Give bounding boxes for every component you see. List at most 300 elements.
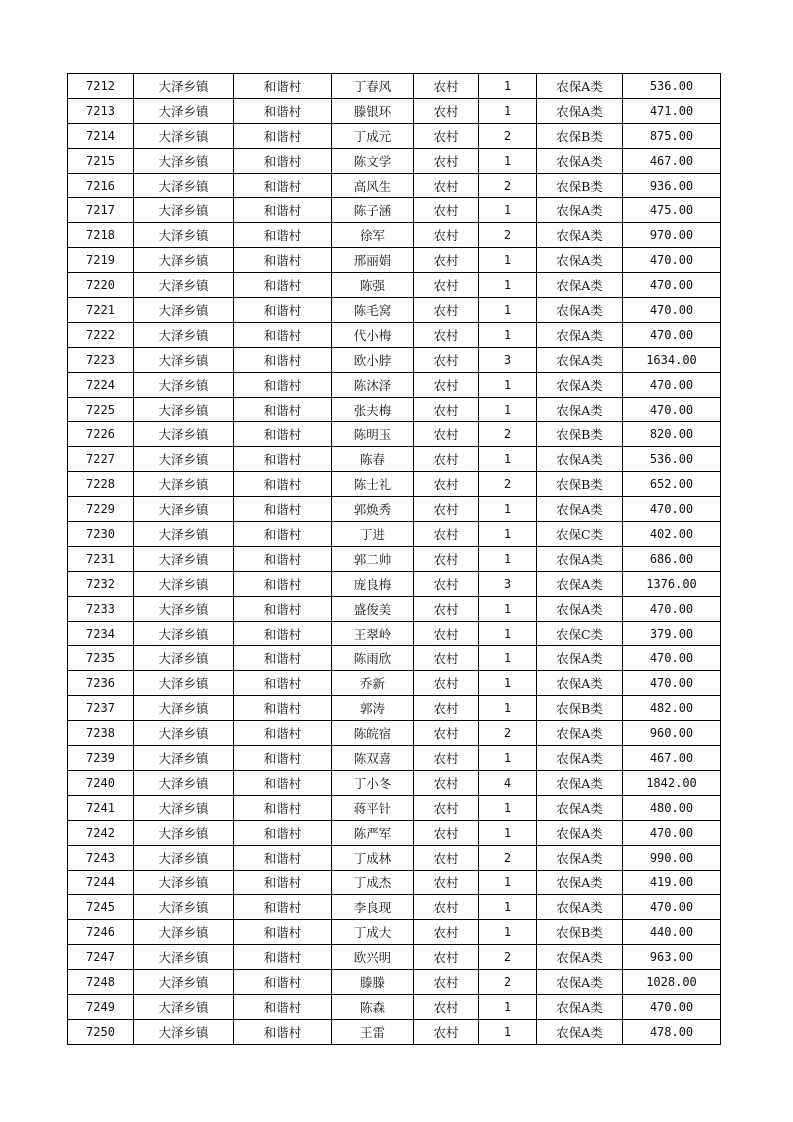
amount-cell: 440.00 [623, 920, 721, 945]
category-cell: 农保A类 [537, 347, 623, 372]
category-cell: 农保A类 [537, 223, 623, 248]
category-cell: 农保A类 [537, 546, 623, 571]
row-number-cell: 7217 [68, 198, 134, 223]
category-cell: 农保A类 [537, 273, 623, 298]
table-row [68, 671, 721, 696]
row-number-cell: 7212 [68, 74, 134, 99]
name-cell: 王翠岭 [332, 621, 414, 646]
category-cell: 农保A类 [537, 596, 623, 621]
name-cell: 邢丽娟 [332, 248, 414, 273]
village-cell: 和谐村 [234, 596, 332, 621]
village-cell: 和谐村 [234, 322, 332, 347]
area-type-cell: 农村 [414, 696, 479, 721]
household-count-cell: 1 [479, 621, 537, 646]
township-cell: 大泽乡镇 [134, 696, 234, 721]
township-cell: 大泽乡镇 [134, 223, 234, 248]
table-row [68, 522, 721, 547]
township-cell: 大泽乡镇 [134, 248, 234, 273]
name-cell: 欧兴明 [332, 945, 414, 970]
row-number-cell: 7214 [68, 123, 134, 148]
name-cell: 陈严军 [332, 820, 414, 845]
amount-cell: 960.00 [623, 721, 721, 746]
village-cell: 和谐村 [234, 795, 332, 820]
area-type-cell: 农村 [414, 98, 479, 123]
name-cell: 乔新 [332, 671, 414, 696]
amount-cell: 470.00 [623, 248, 721, 273]
area-type-cell: 农村 [414, 223, 479, 248]
row-number-cell: 7223 [68, 347, 134, 372]
amount-cell: 470.00 [623, 497, 721, 522]
row-number-cell: 7245 [68, 895, 134, 920]
household-count-cell: 2 [479, 721, 537, 746]
township-cell: 大泽乡镇 [134, 596, 234, 621]
amount-cell: 470.00 [623, 298, 721, 323]
data-table [67, 73, 721, 1045]
household-count-cell: 1 [479, 497, 537, 522]
township-cell: 大泽乡镇 [134, 820, 234, 845]
area-type-cell: 农村 [414, 472, 479, 497]
amount-cell: 470.00 [623, 820, 721, 845]
township-cell: 大泽乡镇 [134, 198, 234, 223]
row-number-cell: 7229 [68, 497, 134, 522]
name-cell: 郭涛 [332, 696, 414, 721]
township-cell: 大泽乡镇 [134, 770, 234, 795]
village-cell: 和谐村 [234, 74, 332, 99]
household-count-cell: 1 [479, 746, 537, 771]
name-cell: 陈双喜 [332, 746, 414, 771]
category-cell: 农保A类 [537, 298, 623, 323]
township-cell: 大泽乡镇 [134, 74, 234, 99]
area-type-cell: 农村 [414, 994, 479, 1019]
table-row [68, 571, 721, 596]
name-cell: 陈子涵 [332, 198, 414, 223]
household-count-cell: 1 [479, 198, 537, 223]
table-row [68, 148, 721, 173]
category-cell: 农保A类 [537, 820, 623, 845]
row-number-cell: 7228 [68, 472, 134, 497]
amount-cell: 471.00 [623, 98, 721, 123]
table-row [68, 945, 721, 970]
row-number-cell: 7234 [68, 621, 134, 646]
household-count-cell: 1 [479, 248, 537, 273]
area-type-cell: 农村 [414, 447, 479, 472]
row-number-cell: 7216 [68, 173, 134, 198]
category-cell: 农保A类 [537, 994, 623, 1019]
table-row [68, 696, 721, 721]
row-number-cell: 7241 [68, 795, 134, 820]
township-cell: 大泽乡镇 [134, 173, 234, 198]
category-cell: 农保A类 [537, 646, 623, 671]
township-cell: 大泽乡镇 [134, 497, 234, 522]
village-cell: 和谐村 [234, 447, 332, 472]
row-number-cell: 7250 [68, 1019, 134, 1044]
amount-cell: 470.00 [623, 994, 721, 1019]
name-cell: 徐军 [332, 223, 414, 248]
table-row [68, 347, 721, 372]
village-cell: 和谐村 [234, 497, 332, 522]
name-cell: 陈春 [332, 447, 414, 472]
household-count-cell: 1 [479, 74, 537, 99]
row-number-cell: 7227 [68, 447, 134, 472]
row-number-cell: 7243 [68, 845, 134, 870]
name-cell: 陈强 [332, 273, 414, 298]
table-row [68, 74, 721, 99]
category-cell: 农保B类 [537, 472, 623, 497]
village-cell: 和谐村 [234, 746, 332, 771]
area-type-cell: 农村 [414, 372, 479, 397]
township-cell: 大泽乡镇 [134, 347, 234, 372]
household-count-cell: 1 [479, 322, 537, 347]
village-cell: 和谐村 [234, 397, 332, 422]
household-count-cell: 1 [479, 870, 537, 895]
area-type-cell: 农村 [414, 746, 479, 771]
amount-cell: 875.00 [623, 123, 721, 148]
area-type-cell: 农村 [414, 248, 479, 273]
table-row [68, 621, 721, 646]
category-cell: 农保A类 [537, 372, 623, 397]
category-cell: 农保A类 [537, 795, 623, 820]
amount-cell: 467.00 [623, 148, 721, 173]
township-cell: 大泽乡镇 [134, 546, 234, 571]
row-number-cell: 7226 [68, 422, 134, 447]
table-row [68, 223, 721, 248]
name-cell: 丁小冬 [332, 770, 414, 795]
village-cell: 和谐村 [234, 970, 332, 995]
name-cell: 陈毛窝 [332, 298, 414, 323]
area-type-cell: 农村 [414, 770, 479, 795]
row-number-cell: 7244 [68, 870, 134, 895]
row-number-cell: 7220 [68, 273, 134, 298]
township-cell: 大泽乡镇 [134, 870, 234, 895]
name-cell: 陈皖宿 [332, 721, 414, 746]
amount-cell: 475.00 [623, 198, 721, 223]
amount-cell: 379.00 [623, 621, 721, 646]
village-cell: 和谐村 [234, 472, 332, 497]
category-cell: 农保A类 [537, 970, 623, 995]
table-row [68, 422, 721, 447]
household-count-cell: 1 [479, 820, 537, 845]
table-row [68, 322, 721, 347]
category-cell: 农保A类 [537, 98, 623, 123]
area-type-cell: 农村 [414, 571, 479, 596]
category-cell: 农保B类 [537, 123, 623, 148]
village-cell: 和谐村 [234, 571, 332, 596]
area-type-cell: 农村 [414, 198, 479, 223]
household-count-cell: 1 [479, 895, 537, 920]
township-cell: 大泽乡镇 [134, 1019, 234, 1044]
village-cell: 和谐村 [234, 123, 332, 148]
township-cell: 大泽乡镇 [134, 123, 234, 148]
name-cell: 丁成大 [332, 920, 414, 945]
category-cell: 农保A类 [537, 571, 623, 596]
category-cell: 农保C类 [537, 621, 623, 646]
amount-cell: 470.00 [623, 322, 721, 347]
amount-cell: 480.00 [623, 795, 721, 820]
category-cell: 农保A类 [537, 322, 623, 347]
area-type-cell: 农村 [414, 870, 479, 895]
area-type-cell: 农村 [414, 322, 479, 347]
row-number-cell: 7213 [68, 98, 134, 123]
table-row [68, 123, 721, 148]
table-row [68, 546, 721, 571]
row-number-cell: 7248 [68, 970, 134, 995]
village-cell: 和谐村 [234, 870, 332, 895]
name-cell: 高风生 [332, 173, 414, 198]
row-number-cell: 7246 [68, 920, 134, 945]
household-count-cell: 1 [479, 372, 537, 397]
name-cell: 蒋平针 [332, 795, 414, 820]
village-cell: 和谐村 [234, 845, 332, 870]
household-count-cell: 1 [479, 98, 537, 123]
household-count-cell: 2 [479, 223, 537, 248]
amount-cell: 990.00 [623, 845, 721, 870]
area-type-cell: 农村 [414, 845, 479, 870]
township-cell: 大泽乡镇 [134, 447, 234, 472]
table-body [68, 74, 721, 1045]
table-row [68, 447, 721, 472]
category-cell: 农保B类 [537, 920, 623, 945]
village-cell: 和谐村 [234, 223, 332, 248]
township-cell: 大泽乡镇 [134, 845, 234, 870]
table-row [68, 173, 721, 198]
amount-cell: 419.00 [623, 870, 721, 895]
area-type-cell: 农村 [414, 646, 479, 671]
category-cell: 农保A类 [537, 870, 623, 895]
name-cell: 陈士礼 [332, 472, 414, 497]
table-row [68, 1019, 721, 1044]
category-cell: 农保A类 [537, 397, 623, 422]
amount-cell: 536.00 [623, 74, 721, 99]
area-type-cell: 农村 [414, 671, 479, 696]
village-cell: 和谐村 [234, 696, 332, 721]
village-cell: 和谐村 [234, 1019, 332, 1044]
table-row [68, 920, 721, 945]
row-number-cell: 7240 [68, 770, 134, 795]
name-cell: 郭焕秀 [332, 497, 414, 522]
household-count-cell: 3 [479, 347, 537, 372]
amount-cell: 470.00 [623, 397, 721, 422]
township-cell: 大泽乡镇 [134, 920, 234, 945]
village-cell: 和谐村 [234, 248, 332, 273]
table-row [68, 98, 721, 123]
household-count-cell: 1 [479, 994, 537, 1019]
category-cell: 农保A类 [537, 671, 623, 696]
category-cell: 农保B类 [537, 696, 623, 721]
table-row [68, 596, 721, 621]
category-cell: 农保A类 [537, 198, 623, 223]
row-number-cell: 7236 [68, 671, 134, 696]
name-cell: 滕银环 [332, 98, 414, 123]
category-cell: 农保A类 [537, 845, 623, 870]
village-cell: 和谐村 [234, 646, 332, 671]
row-number-cell: 7225 [68, 397, 134, 422]
name-cell: 郭二帅 [332, 546, 414, 571]
name-cell: 欧小脖 [332, 347, 414, 372]
household-count-cell: 1 [479, 273, 537, 298]
village-cell: 和谐村 [234, 148, 332, 173]
name-cell: 滕滕 [332, 970, 414, 995]
row-number-cell: 7235 [68, 646, 134, 671]
name-cell: 张夫梅 [332, 397, 414, 422]
village-cell: 和谐村 [234, 273, 332, 298]
village-cell: 和谐村 [234, 721, 332, 746]
amount-cell: 467.00 [623, 746, 721, 771]
area-type-cell: 农村 [414, 895, 479, 920]
name-cell: 丁春风 [332, 74, 414, 99]
table-row [68, 472, 721, 497]
township-cell: 大泽乡镇 [134, 795, 234, 820]
name-cell: 陈文学 [332, 148, 414, 173]
township-cell: 大泽乡镇 [134, 621, 234, 646]
township-cell: 大泽乡镇 [134, 945, 234, 970]
amount-cell: 470.00 [623, 646, 721, 671]
area-type-cell: 农村 [414, 1019, 479, 1044]
village-cell: 和谐村 [234, 298, 332, 323]
category-cell: 农保A类 [537, 746, 623, 771]
household-count-cell: 1 [479, 397, 537, 422]
category-cell: 农保B类 [537, 173, 623, 198]
village-cell: 和谐村 [234, 671, 332, 696]
row-number-cell: 7218 [68, 223, 134, 248]
amount-cell: 470.00 [623, 372, 721, 397]
row-number-cell: 7238 [68, 721, 134, 746]
area-type-cell: 农村 [414, 721, 479, 746]
name-cell: 陈森 [332, 994, 414, 1019]
row-number-cell: 7215 [68, 148, 134, 173]
category-cell: 农保A类 [537, 721, 623, 746]
area-type-cell: 农村 [414, 546, 479, 571]
township-cell: 大泽乡镇 [134, 895, 234, 920]
household-count-cell: 3 [479, 571, 537, 596]
table-row [68, 248, 721, 273]
table-row [68, 895, 721, 920]
row-number-cell: 7222 [68, 322, 134, 347]
village-cell: 和谐村 [234, 173, 332, 198]
table-row [68, 198, 721, 223]
category-cell: 农保A类 [537, 74, 623, 99]
row-number-cell: 7224 [68, 372, 134, 397]
row-number-cell: 7233 [68, 596, 134, 621]
township-cell: 大泽乡镇 [134, 994, 234, 1019]
household-count-cell: 1 [479, 522, 537, 547]
amount-cell: 478.00 [623, 1019, 721, 1044]
row-number-cell: 7219 [68, 248, 134, 273]
household-count-cell: 2 [479, 422, 537, 447]
name-cell: 李良现 [332, 895, 414, 920]
household-count-cell: 1 [479, 795, 537, 820]
row-number-cell: 7221 [68, 298, 134, 323]
household-count-cell: 1 [479, 671, 537, 696]
category-cell: 农保A类 [537, 447, 623, 472]
amount-cell: 470.00 [623, 895, 721, 920]
name-cell: 庞良梅 [332, 571, 414, 596]
name-cell: 陈明玉 [332, 422, 414, 447]
village-cell: 和谐村 [234, 347, 332, 372]
row-number-cell: 7239 [68, 746, 134, 771]
household-count-cell: 1 [479, 1019, 537, 1044]
name-cell: 盛俊美 [332, 596, 414, 621]
township-cell: 大泽乡镇 [134, 148, 234, 173]
category-cell: 农保A类 [537, 945, 623, 970]
township-cell: 大泽乡镇 [134, 671, 234, 696]
row-number-cell: 7249 [68, 994, 134, 1019]
name-cell: 丁成元 [332, 123, 414, 148]
table-row [68, 970, 721, 995]
village-cell: 和谐村 [234, 546, 332, 571]
village-cell: 和谐村 [234, 422, 332, 447]
category-cell: 农保A类 [537, 895, 623, 920]
area-type-cell: 农村 [414, 298, 479, 323]
name-cell: 丁成杰 [332, 870, 414, 895]
township-cell: 大泽乡镇 [134, 746, 234, 771]
township-cell: 大泽乡镇 [134, 646, 234, 671]
area-type-cell: 农村 [414, 596, 479, 621]
household-count-cell: 2 [479, 945, 537, 970]
amount-cell: 1028.00 [623, 970, 721, 995]
category-cell: 农保B类 [537, 422, 623, 447]
table-row [68, 820, 721, 845]
row-number-cell: 7237 [68, 696, 134, 721]
row-number-cell: 7231 [68, 546, 134, 571]
township-cell: 大泽乡镇 [134, 273, 234, 298]
amount-cell: 536.00 [623, 447, 721, 472]
township-cell: 大泽乡镇 [134, 372, 234, 397]
township-cell: 大泽乡镇 [134, 721, 234, 746]
area-type-cell: 农村 [414, 497, 479, 522]
table-row [68, 646, 721, 671]
household-count-cell: 2 [479, 845, 537, 870]
table-row [68, 372, 721, 397]
category-cell: 农保A类 [537, 248, 623, 273]
amount-cell: 963.00 [623, 945, 721, 970]
household-count-cell: 1 [479, 646, 537, 671]
area-type-cell: 农村 [414, 74, 479, 99]
amount-cell: 470.00 [623, 596, 721, 621]
area-type-cell: 农村 [414, 422, 479, 447]
table-row [68, 870, 721, 895]
name-cell: 陈沐泽 [332, 372, 414, 397]
table-row [68, 497, 721, 522]
township-cell: 大泽乡镇 [134, 472, 234, 497]
amount-cell: 470.00 [623, 273, 721, 298]
household-count-cell: 1 [479, 596, 537, 621]
area-type-cell: 农村 [414, 945, 479, 970]
household-count-cell: 1 [479, 546, 537, 571]
table-row [68, 746, 721, 771]
township-cell: 大泽乡镇 [134, 98, 234, 123]
household-count-cell: 2 [479, 123, 537, 148]
name-cell: 丁成林 [332, 845, 414, 870]
area-type-cell: 农村 [414, 820, 479, 845]
table-row [68, 770, 721, 795]
area-type-cell: 农村 [414, 273, 479, 298]
row-number-cell: 7230 [68, 522, 134, 547]
amount-cell: 970.00 [623, 223, 721, 248]
township-cell: 大泽乡镇 [134, 298, 234, 323]
amount-cell: 482.00 [623, 696, 721, 721]
village-cell: 和谐村 [234, 994, 332, 1019]
amount-cell: 936.00 [623, 173, 721, 198]
household-count-cell: 1 [479, 148, 537, 173]
amount-cell: 1376.00 [623, 571, 721, 596]
area-type-cell: 农村 [414, 621, 479, 646]
row-number-cell: 7232 [68, 571, 134, 596]
name-cell: 代小梅 [332, 322, 414, 347]
household-count-cell: 1 [479, 920, 537, 945]
area-type-cell: 农村 [414, 173, 479, 198]
area-type-cell: 农村 [414, 347, 479, 372]
category-cell: 农保A类 [537, 497, 623, 522]
